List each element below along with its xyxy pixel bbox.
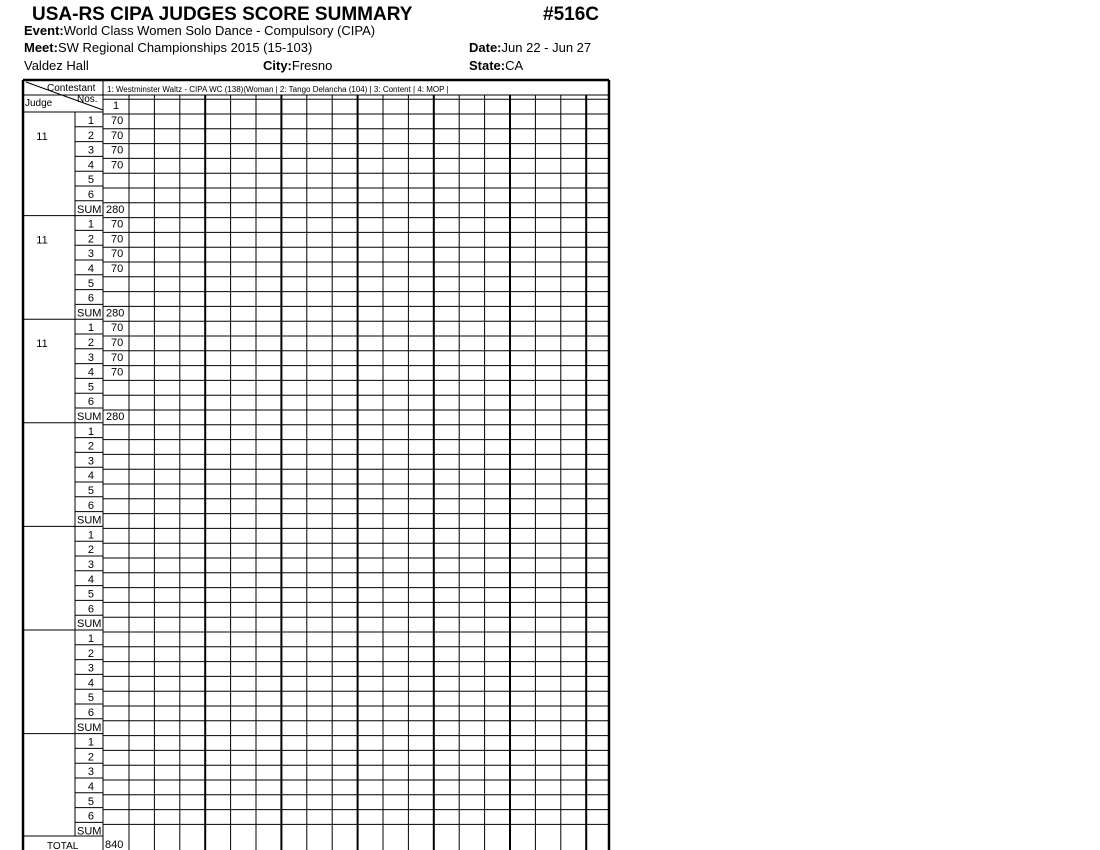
state-label: State:	[469, 58, 506, 73]
row-label: 4	[87, 470, 94, 483]
sum-label: SUM	[77, 721, 102, 734]
row-label: 5	[87, 277, 94, 290]
sum-value: 280	[106, 203, 125, 216]
nos-label: Nos.	[77, 94, 98, 105]
row-label: 1	[87, 425, 94, 438]
score-value: 70	[111, 337, 124, 349]
event-value: World Class Women Solo Dance - Compulsory (CIPA)	[63, 23, 376, 38]
row-label: 1	[87, 322, 94, 335]
dance-header: 1: Westminster Waltz - CIPA WC (138)(Woman | 2: Tango Delancha (104) | 3: Content | 4: MOP |	[107, 85, 449, 94]
sum-label: SUM	[77, 825, 102, 838]
row-label: 1	[87, 115, 94, 127]
row-label: 1	[87, 633, 94, 645]
row-label: 6	[87, 499, 94, 512]
state-value: CA	[505, 58, 524, 73]
row-label: 5	[87, 588, 94, 601]
judge-number: 11	[36, 338, 48, 351]
row-label: 5	[87, 381, 94, 394]
row-label: 3	[87, 455, 94, 468]
row-label: 6	[87, 707, 94, 719]
sum-value: 280	[106, 307, 125, 320]
row-label: 4	[87, 677, 94, 690]
row-label: 4	[87, 263, 94, 275]
score-value: 70	[111, 144, 124, 157]
row-label: 6	[87, 810, 94, 823]
meet-value: SW Regional Championships 2015 (15-103)	[57, 40, 313, 55]
row-label: 6	[87, 603, 94, 616]
row-label: 4	[87, 366, 94, 379]
sum-label: SUM	[77, 514, 102, 527]
row-label: 6	[87, 292, 94, 305]
judge-number: 11	[36, 131, 48, 143]
row-label: 1	[87, 529, 94, 542]
page-title: USA-RS CIPA JUDGES SCORE SUMMARY	[32, 4, 413, 25]
row-label: 1	[87, 736, 94, 749]
row-label: 5	[87, 174, 94, 187]
date-value: Jun 22 - Jun 27	[501, 40, 592, 55]
row-label: 4	[87, 573, 94, 586]
row-label: 3	[87, 248, 94, 261]
row-label: 5	[87, 795, 94, 808]
date-label: Date:	[469, 40, 502, 55]
row-label: 3	[87, 662, 94, 675]
city-value: Fresno	[291, 58, 333, 73]
row-label: 3	[87, 559, 94, 571]
sum-label: SUM	[77, 411, 102, 423]
row-label: 5	[87, 692, 94, 705]
score-value: 70	[111, 218, 124, 231]
score-value: 70	[111, 322, 124, 335]
row-label: 2	[87, 544, 94, 557]
meet-label: Meet:	[24, 40, 58, 55]
row-label: 6	[87, 189, 94, 201]
sum-label: SUM	[77, 307, 102, 320]
row-label: 1	[87, 218, 94, 231]
city-label: City:	[263, 58, 292, 73]
row-label: 3	[87, 351, 94, 364]
total-label: TOTAL	[47, 841, 79, 850]
sum-label: SUM	[77, 203, 102, 216]
score-value: 70	[111, 115, 124, 127]
judge-label: Judge	[25, 98, 53, 109]
score-value: 70	[111, 351, 124, 364]
row-label: 2	[87, 233, 94, 246]
row-label: 2	[87, 337, 94, 349]
sum-value: 280	[106, 411, 125, 423]
row-label: 6	[87, 396, 94, 409]
row-label: 4	[87, 159, 94, 172]
score-value: 70	[111, 263, 124, 275]
total-value: 840	[105, 839, 124, 850]
score-value: 70	[111, 233, 124, 246]
row-label: 2	[87, 440, 94, 453]
score-value: 70	[111, 129, 124, 142]
contestant-label: Contestant	[47, 83, 96, 94]
row-label: 3	[87, 144, 94, 157]
row-label: 4	[87, 781, 94, 793]
row-label: 5	[87, 485, 94, 497]
score-value: 70	[111, 248, 124, 261]
judge-number: 11	[36, 234, 48, 247]
venue: Valdez Hall	[24, 58, 89, 73]
event-label: Event:	[24, 23, 64, 38]
score-value: 70	[111, 366, 124, 379]
sum-label: SUM	[77, 618, 102, 631]
row-label: 2	[87, 647, 94, 660]
row-label: 2	[87, 751, 94, 764]
contestant-number: 1	[112, 100, 120, 112]
form-number: #516C	[543, 4, 599, 25]
row-label: 3	[87, 766, 94, 779]
score-value: 70	[111, 159, 124, 172]
row-label: 2	[87, 129, 94, 142]
